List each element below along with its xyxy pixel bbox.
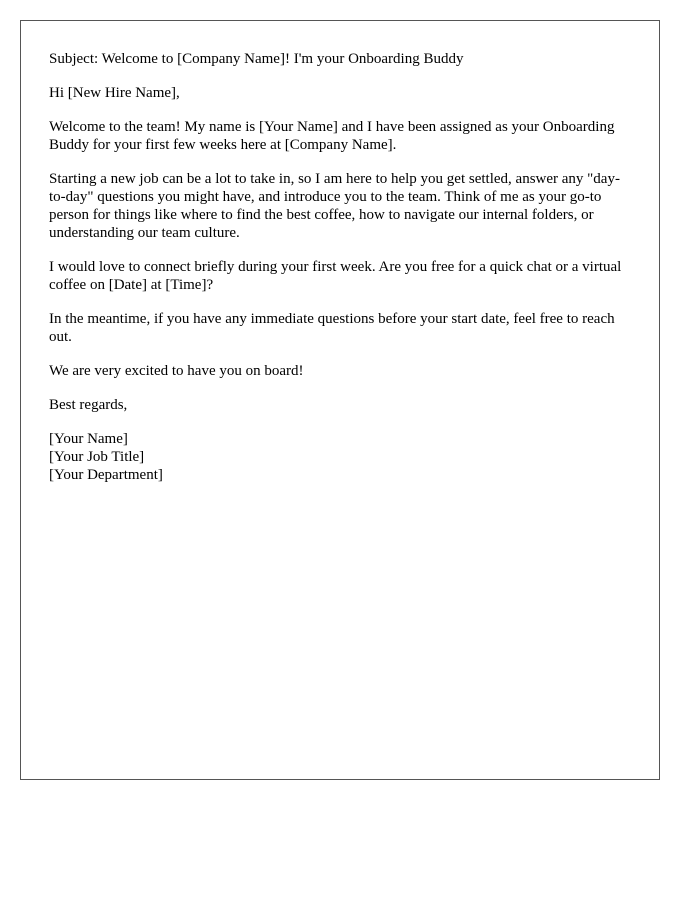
letter-paragraph-excited: We are very excited to have you on board! [49, 363, 304, 379]
signature-job-title: [Your Job Title] [49, 449, 145, 465]
letter-page [20, 20, 660, 780]
letter-subject: Subject: Welcome to [Company Name]! I'm your Onboarding Buddy [49, 51, 464, 67]
letter-signature [49, 430, 631, 484]
letter-greeting: Hi [New Hire Name], [49, 85, 180, 101]
signature-department: [Your Department] [49, 467, 163, 483]
signature-name: [Your Name] [49, 431, 128, 447]
letter-paragraph-questions: In the meantime, if you have any immediate questions before your start date, feel free to reach out. [49, 311, 615, 345]
letter-paragraph-help: Starting a new job can be a lot to take in, so I am here to help you get settled, answer any "day-to-day" questions you might have, and introduce you to the team. Think of me as your go-to person for things like where to find the best coffee, how to navigate our internal folders, or understanding our team culture. [49, 171, 620, 241]
letter-paragraph-connect: I would love to connect briefly during your first week. Are you free for a quick chat or a virtual coffee on [Date] at [Time]? [49, 259, 622, 293]
letter-closing: Best regards, [49, 397, 128, 413]
letter-paragraph-welcome: Welcome to the team! My name is [Your Name] and I have been assigned as your Onboarding Buddy for your first few weeks here at [Company Name]. [49, 119, 615, 153]
